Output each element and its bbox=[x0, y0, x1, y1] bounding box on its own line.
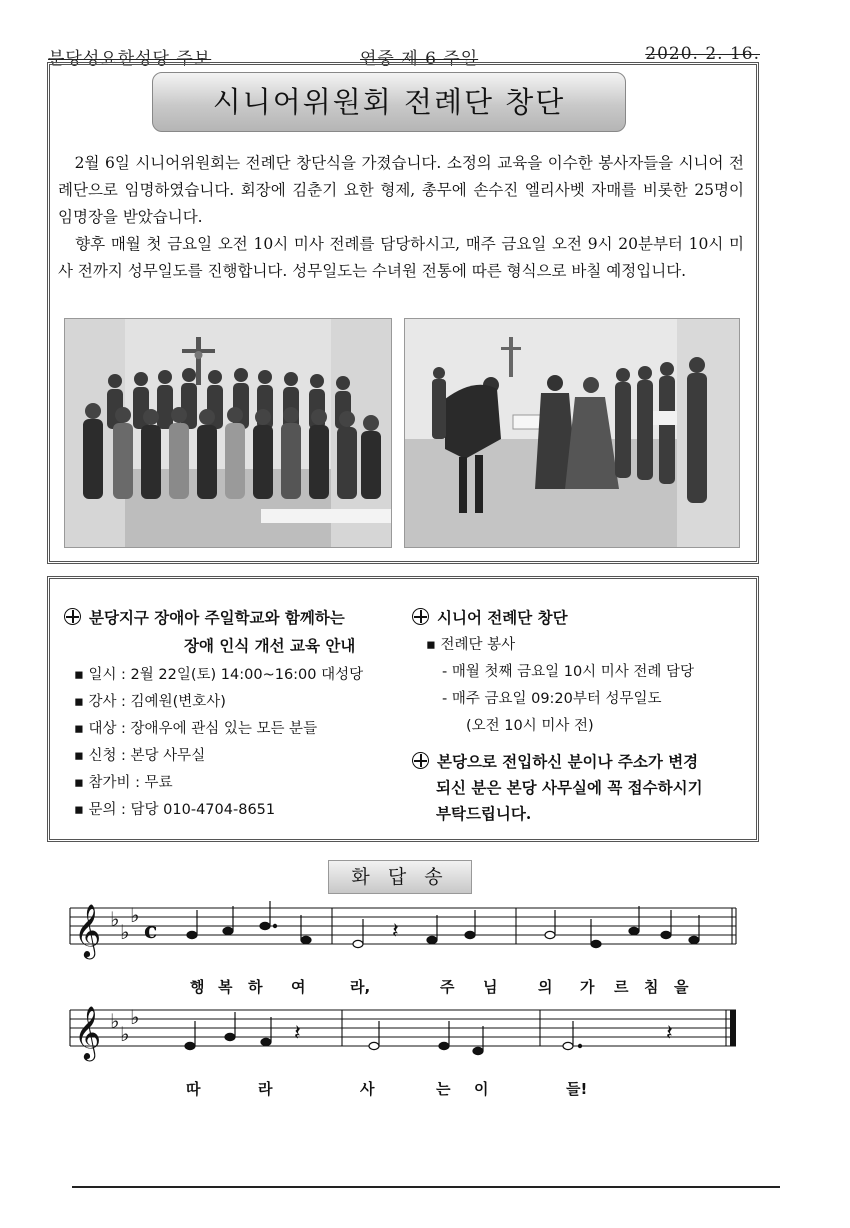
notice-right-dash-2: - 매주 금요일 09:20부터 성무일도 bbox=[442, 691, 662, 707]
notice-left-item: ▪ 대상 : 장애우에 관심 있는 모든 분들 bbox=[74, 721, 318, 737]
ceremony-photo-illustration bbox=[405, 319, 739, 547]
lyric-syllable: 이 bbox=[474, 1080, 489, 1098]
svg-text:𝄽: 𝄽 bbox=[392, 919, 399, 944]
notice-left-heading-1: 분당지구 장애아 주일학교와 함께하는 bbox=[64, 606, 345, 628]
notice-right-dash-2-note: (오전 10시 미사 전) bbox=[466, 718, 594, 734]
bulletin-name: 분당성요한성당 주보 bbox=[48, 49, 212, 69]
cross-circle-icon bbox=[412, 608, 429, 625]
notice-right-sub: ▪ 전례단 봉사 bbox=[426, 637, 516, 653]
lyric-syllable: 의 bbox=[538, 978, 553, 996]
lyric-syllable: 여 bbox=[291, 978, 306, 996]
notice-left-item: ▪ 참가비 : 무료 bbox=[74, 775, 173, 791]
notice-right-heading-2-line-3: 부탁드립니다. bbox=[436, 804, 532, 823]
lyric-syllable: 님 bbox=[483, 978, 498, 996]
lyric-syllable: 따 bbox=[186, 1080, 201, 1098]
group-photo-illustration bbox=[65, 319, 391, 547]
notice-left-heading-2: 장애 인식 개선 교육 안내 bbox=[184, 636, 356, 655]
lyric-syllable: 들! bbox=[566, 1080, 588, 1098]
song-title: 화 답 송 bbox=[328, 860, 472, 894]
notice-right-heading-2-line-2: 되신 분은 본당 사무실에 꼭 접수하시기 bbox=[436, 778, 703, 797]
lyric-syllable: 는 bbox=[436, 1080, 451, 1098]
notice-left-item: ▪ 문의 : 담당 010-4704-8651 bbox=[74, 802, 276, 818]
article-paragraph-2: 향후 매월 첫 금요일 오전 10시 미사 전례를 담당하시고, 매주 금요일 오전 9시 20분부터 10시 미사 전까지 성무일도를 진행합니다. 성무일도는 수녀원 전통에 따른 형식으로 바칠 예정입니다. bbox=[58, 235, 745, 280]
svg-text:𝄞: 𝄞 bbox=[74, 1005, 102, 1059]
lyric-syllable: 복 bbox=[218, 978, 233, 996]
lyric-syllable: 을 bbox=[674, 978, 689, 996]
lyric-syllable: 주 bbox=[440, 978, 455, 996]
notice-right-heading-2: 본당으로 전입하신 분이나 주소가 변경 bbox=[412, 750, 698, 772]
svg-text:𝄽: 𝄽 bbox=[294, 1021, 301, 1046]
svg-text:♭: ♭ bbox=[110, 907, 120, 931]
lyric-syllable: 라, bbox=[350, 978, 371, 996]
ceremony-photo bbox=[404, 318, 740, 548]
svg-text:c: c bbox=[144, 918, 158, 944]
svg-text:♭: ♭ bbox=[130, 1005, 140, 1029]
notice-left-item: ▪ 강사 : 김예원(변호사) bbox=[74, 694, 226, 710]
lyric-syllable: 행 bbox=[190, 978, 205, 996]
svg-text:𝄞: 𝄞 bbox=[74, 903, 102, 957]
lyric-syllable: 라 bbox=[258, 1080, 273, 1098]
notice-left-item: ▪ 일시 : 2월 22일(토) 14:00~16:00 대성당 bbox=[74, 667, 364, 683]
lyric-syllable: 가 bbox=[580, 978, 595, 996]
notice-left-item: ▪ 신청 : 본당 사무실 bbox=[74, 748, 206, 764]
svg-text:♭: ♭ bbox=[120, 920, 130, 944]
issue-date: 2020. 2. 16. bbox=[645, 44, 760, 64]
footer-rule bbox=[72, 1186, 780, 1188]
svg-text:♭: ♭ bbox=[130, 903, 140, 927]
cross-circle-icon bbox=[412, 752, 429, 769]
svg-text:𝄽: 𝄽 bbox=[666, 1021, 673, 1046]
lyric-syllable: 침 bbox=[644, 978, 659, 996]
notice-right-dash-1: - 매월 첫째 금요일 10시 미사 전례 담당 bbox=[442, 664, 695, 680]
liturgical-week: 연중 제 6 주일 bbox=[360, 49, 479, 69]
lyric-syllable: 하 bbox=[248, 978, 263, 996]
lyric-syllable: 르 bbox=[614, 978, 629, 996]
svg-text:♭: ♭ bbox=[120, 1022, 130, 1046]
article-title: 시니어위원회 전례단 창단 bbox=[152, 72, 626, 132]
svg-text:♭: ♭ bbox=[110, 1009, 120, 1033]
article-paragraph-1: 2월 6일 시니어위원회는 전례단 창단식을 가졌습니다. 소정의 교육을 이수한 봉사자들을 시니어 전례단으로 임명하였습니다. 회장에 김춘기 요한 형제, 총무에 손수진 엘리사벳 자매를 비롯한 25명이 임명장을 받았습니다. bbox=[58, 154, 745, 226]
group-photo bbox=[64, 318, 392, 548]
notice-right-heading: 시니어 전례단 창단 bbox=[412, 606, 568, 628]
lyric-syllable: 사 bbox=[360, 1080, 375, 1098]
cross-circle-icon bbox=[64, 608, 81, 625]
